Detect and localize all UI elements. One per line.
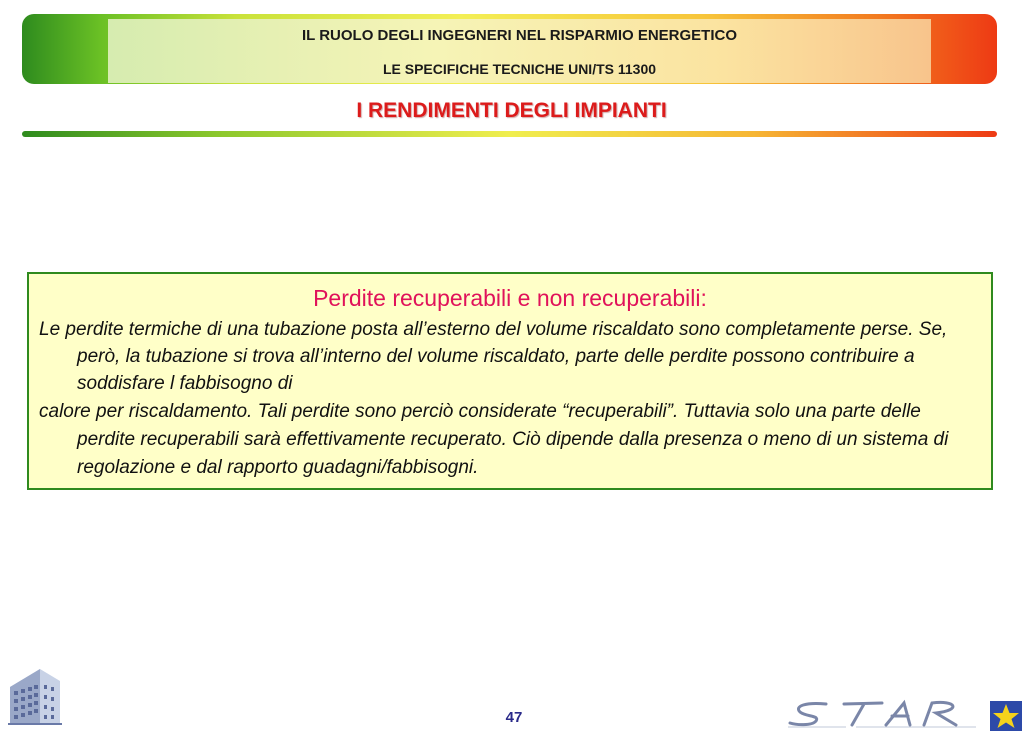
star-emblem-icon	[990, 701, 1022, 731]
title-divider	[22, 131, 997, 137]
star-logo	[786, 698, 978, 728]
paragraph-1: Le perdite termiche di una tubazione posta all’esterno del volume riscaldato sono completamente perse. Se, però, la tubazione si trova all’interno del volume riscaldato, parte delle perdite possono contribuire a soddisfare l fabbisogno di	[39, 319, 948, 394]
header-title-line2: LE SPECIFICHE TECNICHE UNI/TS 11300	[382, 61, 657, 77]
page-number: 47	[505, 709, 523, 726]
section-title: I RENDIMENTI DEGLI IMPIANTI	[356, 99, 667, 122]
box-heading: Perdite recuperabili e non recuperabili:	[313, 285, 707, 311]
paragraph-2: calore per riscaldamento. Tali perdite sono perciò considerate “recuperabili”. Tuttavia solo una parte delle perdite recuperabili sarà effettivamente recuperato. Ciò dipende dalla presenza o meno di un sistema di regolazione e dal rapporto guadagni/fabbisogni.	[39, 401, 949, 478]
header-title-line1: IL RUOLO DEGLI INGEGNERI NEL RISPARMIO ENERGETICO	[301, 27, 738, 44]
building-icon	[6, 665, 64, 727]
content-box	[27, 272, 993, 490]
